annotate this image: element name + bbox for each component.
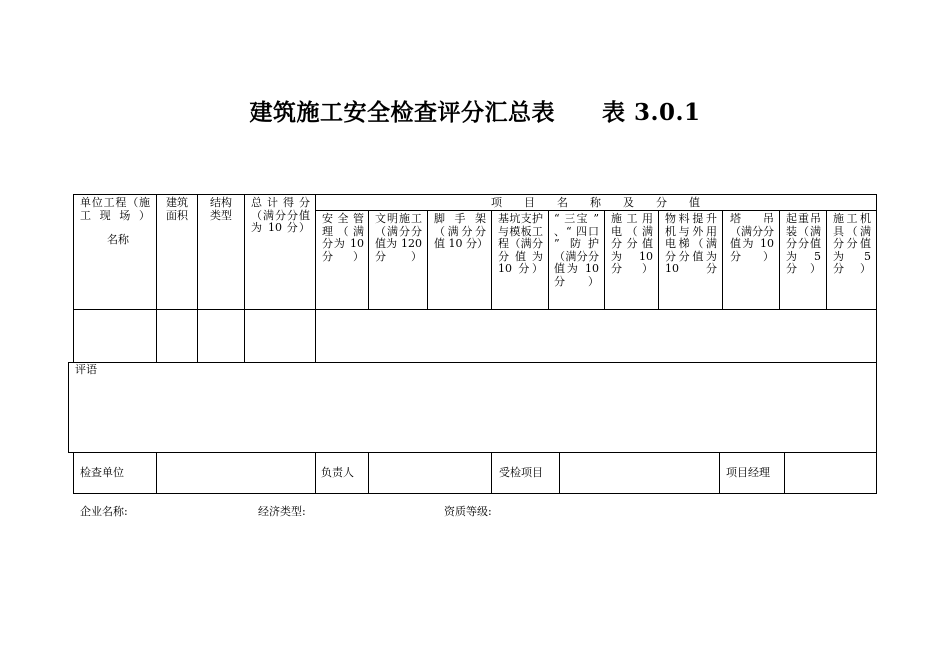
item-divider — [548, 210, 549, 309]
comment-bottom-rule — [68, 452, 877, 453]
unit-header: 单位工程（施工现场） — [80, 196, 150, 222]
sign-border-left — [73, 452, 74, 494]
sign-divider — [719, 452, 720, 494]
table-border-right — [876, 194, 877, 494]
item-divider — [779, 210, 780, 309]
item-hoist-elevator: 物料提升机与外用电梯（满分分值为 10 分 — [665, 212, 717, 275]
item-divider — [604, 210, 605, 309]
structure-header: 结构类型 — [210, 196, 232, 222]
items-header-rule — [315, 210, 877, 211]
item-divider — [722, 210, 723, 309]
sign-divider — [315, 452, 316, 494]
item-divider — [826, 210, 827, 309]
item-divider — [368, 210, 369, 309]
items-header: 项 目 名 称 及 分 值 — [491, 196, 700, 209]
item-foundation-pit: 基坑支护与模板工程（满分分值为 10 分） — [498, 212, 543, 275]
sign-divider — [368, 452, 369, 494]
item-electricity: 施工用电（满分分值为 10 分） — [611, 212, 653, 275]
project-manager-label: 项目经理 — [726, 466, 770, 479]
total-score-header: 总计得分（满分分值为 10 分） — [251, 196, 310, 234]
item-machinery: 施工机具（满分分值为 5 分） — [833, 212, 871, 275]
item-divider — [658, 210, 659, 309]
item-civilized-construction: 文明施工（满分分值为 120 分） — [375, 212, 422, 263]
item-tower-crane: 塔 吊（满分分值为 10 分） — [730, 212, 774, 263]
col-divider — [315, 194, 316, 362]
page-title: 建筑施工安全检查评分汇总表 表 3.0.1 — [249, 99, 701, 126]
col-divider — [244, 194, 245, 362]
inspect-unit-label: 检查单位 — [80, 466, 124, 479]
item-divider — [491, 210, 492, 309]
inspected-project-label: 受检项目 — [499, 466, 543, 479]
table-border-top — [73, 194, 877, 195]
sign-divider — [784, 452, 785, 494]
qualification-label: 资质等级: — [444, 505, 492, 518]
area-header: 建筑面积 — [166, 196, 188, 222]
item-three-treasures: “ 三宝 ” 、“ 四口 ” 防护（满分分值为 10 分） — [554, 212, 599, 288]
comment-border-left — [68, 362, 69, 453]
table-border-bottom — [73, 493, 877, 494]
sign-divider — [559, 452, 560, 494]
col-divider — [197, 194, 198, 362]
item-scaffolding: 脚手架（满分分值 10 分） — [434, 212, 488, 250]
item-divider — [427, 210, 428, 309]
table-border-left — [73, 194, 74, 362]
header-bottom-rule — [73, 309, 877, 310]
sign-divider — [491, 452, 492, 494]
responsible-label: 负责人 — [321, 466, 354, 479]
comment-label: 评语 — [75, 363, 97, 376]
sign-divider — [156, 452, 157, 494]
col-divider — [156, 194, 157, 362]
unit-name-header: 名称 — [107, 233, 129, 246]
economy-type-label: 经济类型: — [258, 505, 306, 518]
item-hoisting: 起重吊装（满分分值为 5 分） — [786, 212, 821, 275]
item-safety-management: 安全管理（满分为 10 分） — [322, 212, 364, 263]
company-name-label: 企业名称: — [80, 505, 128, 518]
comment-top-rule — [68, 362, 877, 363]
